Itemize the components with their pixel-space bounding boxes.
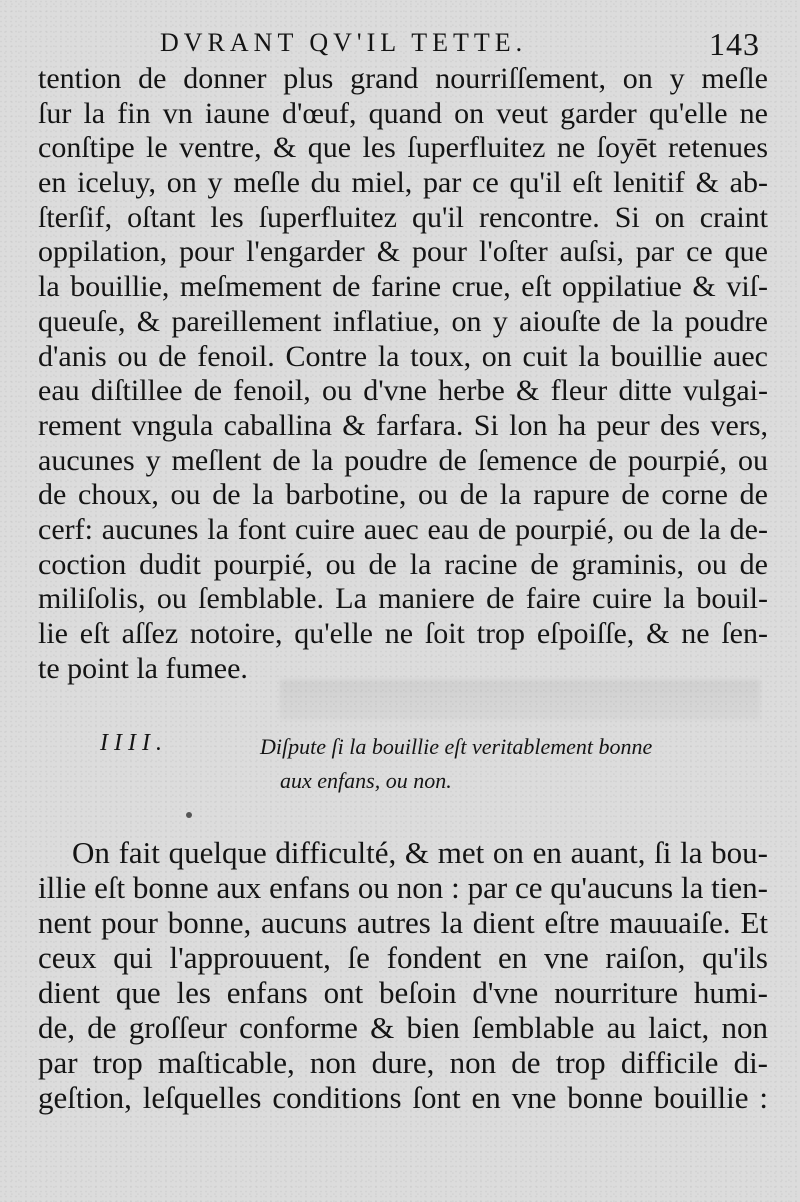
section-title-line: Diſpute ſi la bouillie eſt veritablement bonne (260, 734, 653, 759)
text-line: geſtion, leſquelles conditions ſont en vne bonne bouillie : (38, 1080, 768, 1115)
text-line: illie eſt bonne aux enfans ou non : par ce qu'aucuns la tien- (38, 870, 768, 905)
text-line: oppilation, pour l'engarder & pour l'oſter auſsi, par ce que (38, 235, 768, 269)
text-line: aucunes y meſlent de la poudre de ſemence de pourpié, ou (38, 443, 768, 477)
text-line: ſur la fin vn iaune d'œuf, quand on veut garder qu'elle ne (38, 96, 768, 130)
text-line: rement vngula caballina & farfara. Si lon ha peur des vers, (38, 408, 768, 442)
section-number: IIII. (100, 730, 168, 756)
running-title: DVRANT QV'IL TETTE. (160, 28, 528, 57)
text-line: tention de donner plus grand nourriſſement, on y meſle (38, 62, 768, 95)
section-title (260, 730, 720, 798)
text-line: lie eſt aſſez notoire, qu'elle ne ſoit trop eſpoiſſe, & ne ſen- (38, 617, 768, 650)
text-line: conſtipe le ventre, & que les ſuperfluitez ne ſoyēt retenues (38, 131, 768, 165)
paragraph-1 (38, 62, 768, 686)
section-title-line: aux enfans, ou non. (280, 768, 452, 793)
text-line: de choux, ou de la barbotine, ou de la rapure de corne de (38, 478, 768, 512)
text-line: eau diſtillee de fenoil, ou d'vne herbe & fleur ditte vulgai- (38, 374, 768, 408)
text-line: On fait quelque difficulté, & met on en auant, ſi la bou- (72, 835, 768, 870)
text-line: ſterſif, oſtant les ſuperfluitez qu'il rencontre. Si on craint (38, 200, 768, 234)
text-line: coction dudit pourpié, ou de la racine de graminis, ou de (38, 547, 768, 581)
text-line: nent pour bonne, aucuns autres la dient eſtre mauuaiſe. Et (38, 905, 768, 940)
text-line: d'anis ou de fenoil. Contre la toux, on cuit la bouillie auec (38, 339, 768, 373)
text-line: queuſe, & pareillement inflatiue, on y aiouſte de la poudre (38, 304, 768, 338)
text-line: ceux qui l'approuuent, ſe fondent en vne raiſon, qu'ils (38, 940, 768, 975)
text-line: cerf: aucunes la font cuire auec eau de pourpié, ou de la de- (38, 512, 768, 546)
page-number: 143 (709, 26, 760, 62)
text-line: de, de groſſeur conforme & bien ſemblable au laict, non (38, 1010, 768, 1045)
paragraph-2 (38, 835, 768, 1115)
text-line: dient que les enfans ont beſoin d'vne nourriture humi- (38, 975, 768, 1010)
text-line: la bouillie, meſmement de farine crue, eſt oppilatiue & viſ- (38, 270, 768, 304)
text-line: te point la fumee. (38, 651, 248, 685)
text-line: en iceluy, on y meſle du miel, par ce qu'il eſt lenitif & ab- (38, 166, 768, 200)
text-line: miliſolis, ou ſemblable. La maniere de faire cuire la bouil- (38, 582, 768, 616)
show-through-shadow (280, 680, 760, 720)
printer-mark (186, 812, 192, 818)
text-line: par trop maſticable, non dure, non de trop difficile di- (38, 1045, 768, 1080)
